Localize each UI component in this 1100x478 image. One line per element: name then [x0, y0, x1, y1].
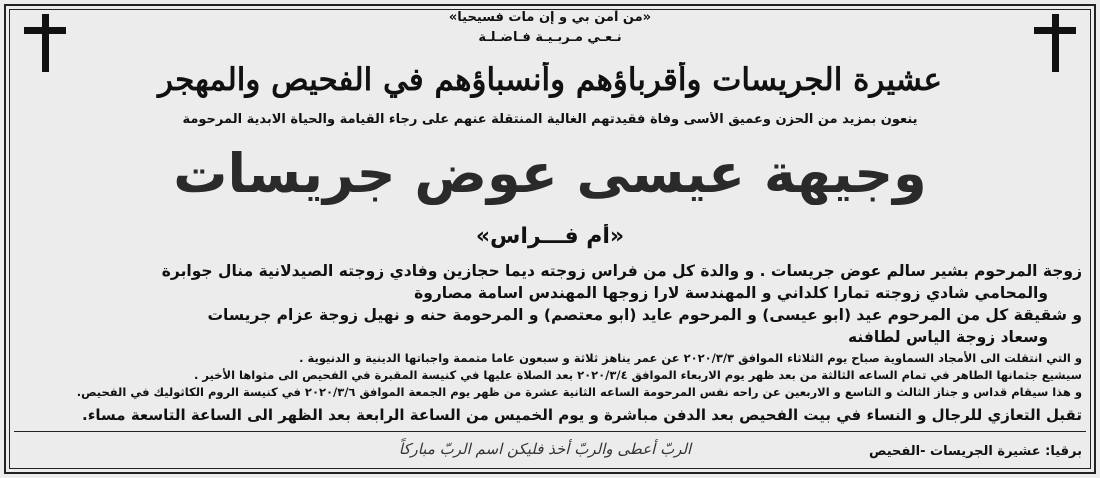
divider: [14, 431, 1086, 432]
condolences-line: تقبل التعازي للرجال و النساء في بيت الفحيص بعد الدفن مباشرة و يوم الخميس من الساعة الرابعة بعد الظهر الى الساعة التاسعة مساء.: [82, 406, 1082, 424]
details-line: و هذا سيقام قداس و جناز الثالث و التاسع و الاربعين عن راحه نفس المرحومة الساعه الثانية عشرة من ظهر يوم الجمعة الموافق ٢٠٢٠/٣/٦ في كنيسة الروم الكاثوليك في الفحيص.: [76, 385, 1082, 399]
signature: برقيا: عشيرة الجريسات -الفحيص: [869, 444, 1082, 459]
relations-line: و شقيقة كل من المرحوم عيد (ابو عيسى) و المرحوم عايد (ابو معتصم) و المرحومة حنه و نهيل زوجة عزام جريسات: [207, 306, 1082, 324]
details-line: و التي انتقلت الى الأمجاد السماوية صباح يوم الثلاثاء الموافق ٢٠٢٠/٣/٣ عن عمر يناهز ثلاثة و سبعون عاما متممة واجباتها الدينية و الدنيوية .: [299, 351, 1082, 365]
deceased-name: وجيهة عيسى عوض جريسات: [173, 142, 927, 205]
family-heading: عشيرة الجريسات وأقرباؤهم وأنسباؤهم في الفحيص والمهجر: [158, 62, 942, 98]
verse-line: «من آمن بي و إن مات فسيحيا»: [448, 10, 652, 25]
details-line: سيشيع جثمانها الطاهر في تمام الساعه الثالثة من بعد ظهر يوم الاربعاء الموافق ٢٠٢٠/٣/٤ بعد الصلاة عليها في كنيسة المقبرة في الفحيص الى مثواها الأخير .: [194, 368, 1082, 382]
relations-line: وسعاد زوجة الياس لطافنه: [847, 328, 1048, 346]
relations-line: والمحامي شادي زوجته تمارا كلداني و المهندسة لارا زوجها المهندس اسامة مصاروة: [414, 284, 1048, 302]
relations-line: زوجة المرحوم بشير سالم عوض جريسات . و والدة كل من فراس زوجته ديما حجازين وفادي زوجته الصيدلانية منال جوابرة: [161, 262, 1082, 280]
mourning-line: ينعون بمزيد من الحزن وعميق الأسى وفاة فقيدتهم الغالية المنتقلة عنهم على رجاء القيامة والحياة الابدية المرحومة: [182, 112, 918, 127]
blessing-calligraphy: الربّ أعطى والربّ أخذ فليكن اسم الربّ مباركاً: [398, 440, 692, 458]
notice-line: نـعـي مـربـيـة فـاضـلـة: [478, 30, 622, 45]
nickname: «أم فـــراس»: [475, 224, 625, 249]
